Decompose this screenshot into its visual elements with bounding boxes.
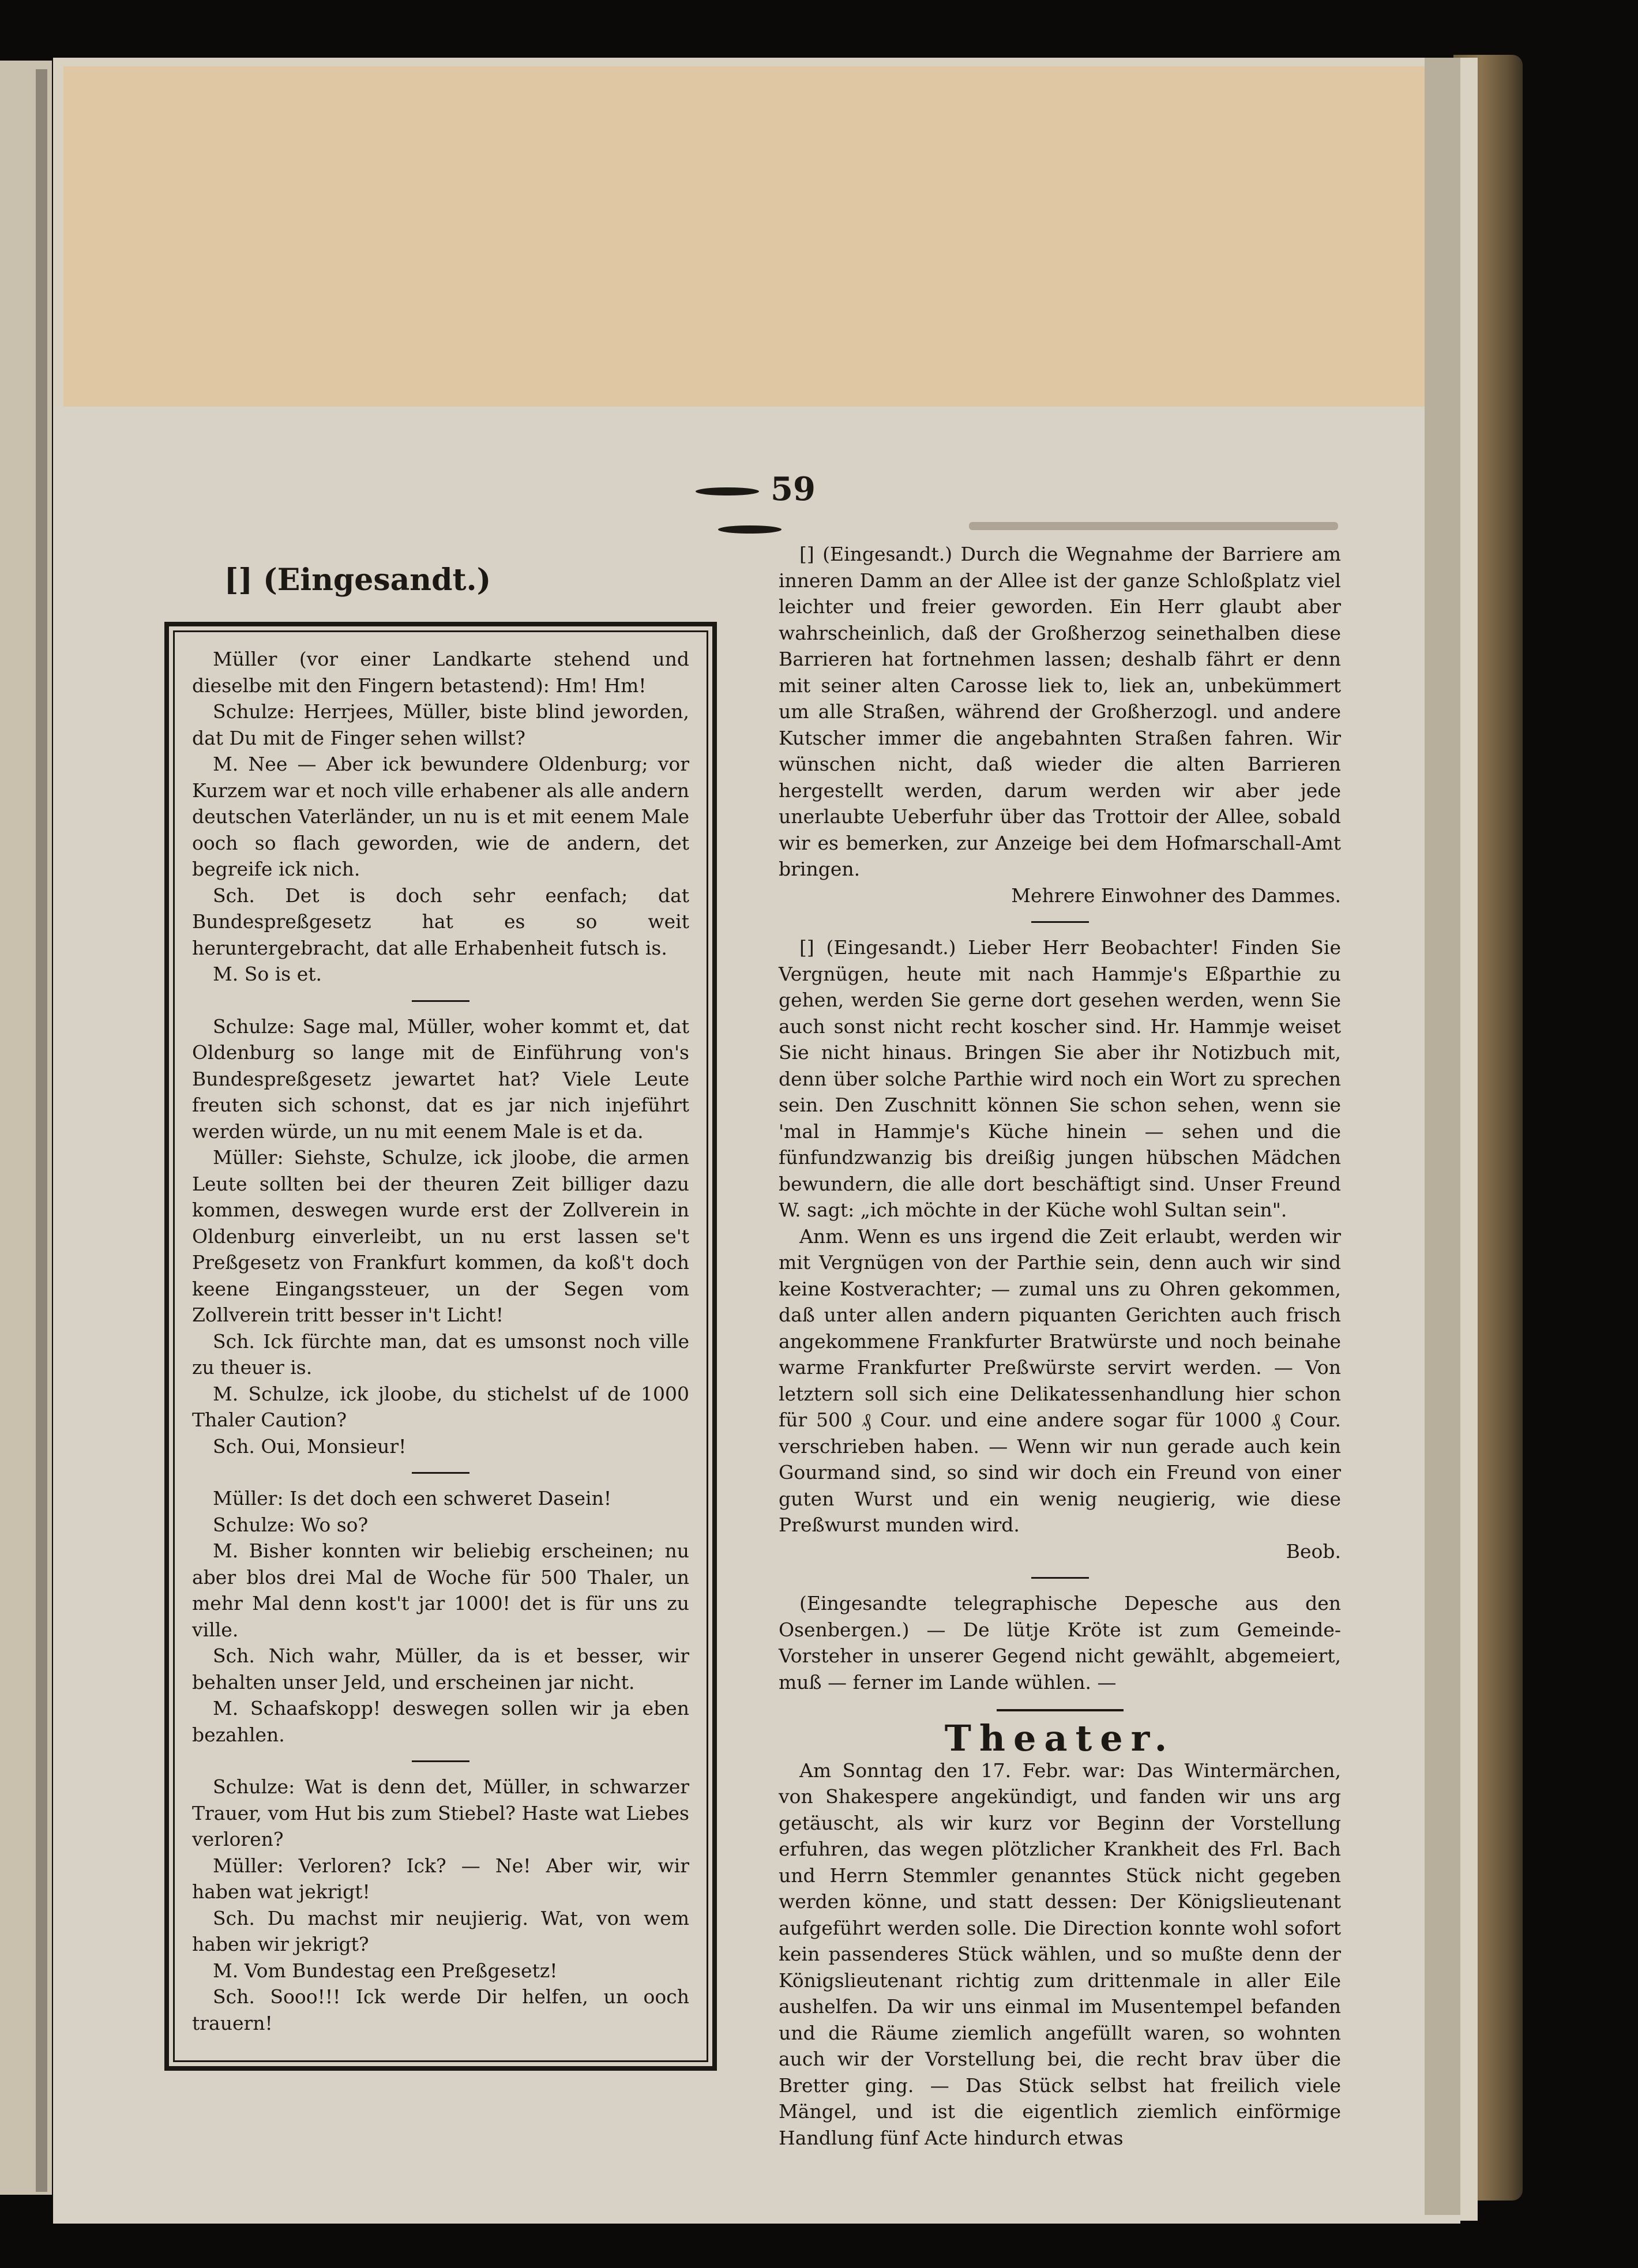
dialogue-paragraph: M. Nee — Aber ick bewundere Oldenburg; vor Kurzem war et noch ville erhabener als alle andern deutschen Vaterländer, un nu is et mit eenem Male ooch so flach geworden, wie de andern, det begreife ick nich. bbox=[192, 753, 689, 880]
dialogue-paragraph: Sch. Det is doch sehr eenfach; dat Bundespreßgesetz hat es so weit heruntergebracht, dat alle Erhabenheit futsch is. bbox=[192, 884, 689, 959]
notice-paragraph: [] (Eingesandt.) Durch die Wegnahme der Barriere am inneren Damm an der Allee ist der ganze Schloßplatz viel leichter und freier geworden. Ein Herr glaubt aber wahrscheinlich, daß der Großherzog seinethalben diese Barrieren hat fortnehmen lassen; deshalb fährt er denn mit seiner alten Carosse liek to, liek an, unbekümmert um alle Straßen, während der Großherzogl. und andere Kutscher immer die angebahnten Straßen fahren. Wir wünschen nicht, daß wieder die alten Barrieren hergestellt werden, darum werden wir aber jede unerlaubte Ueberfuhr über das Trottoir der Allee, sobald wir es bemerken, zur Anzeige bei dem Hofmarschall-Amt bringen. bbox=[779, 543, 1341, 880]
dialogue-paragraph: M. Schulze, ick jloobe, du stichelst uf de 1000 Thaler Caution? bbox=[192, 1382, 689, 1431]
left-page-shadow bbox=[36, 69, 47, 2192]
theater-heading: Theater. bbox=[944, 1717, 1175, 1759]
dialogue-paragraph: Schulze: Sage mal, Müller, woher kommt et, dat Oldenburg so lange mit de Einführung von's Bundespreßgesetz jewartet hat? Viele Leute freuten sich schonst, dat es jar nich injeführt werden würde, un nu mit eenem Male is et da. bbox=[192, 1015, 689, 1143]
right-column bbox=[779, 541, 1341, 2151]
dialogue-paragraph: M. Bisher konnten wir beliebig erscheinen; nu aber blos drei Mal de Woche für 500 Thaler, un mehr Mal denn kost't jar 1000! det is für uns zu ville. bbox=[192, 1539, 689, 1641]
section-divider bbox=[997, 1709, 1124, 1711]
dialogue-paragraph: Sch. Du machst mir neujierig. Wat, von wem haben wir jekrigt? bbox=[192, 1906, 689, 1955]
dialogue-paragraph: M. So is et. bbox=[213, 963, 322, 985]
dialogue-paragraph: Schulze: Herrjees, Müller, biste blind jeworden, dat Du mit de Finger sehen willst? bbox=[192, 700, 689, 749]
dialogue-paragraph: M. Vom Bundestag een Preßgesetz! bbox=[213, 1959, 558, 1982]
dialogue-paragraph: Sch. Nich wahr, Müller, da is et besser, wir behalten unser Jeld, und erscheinen jar nicht. bbox=[192, 1644, 689, 1694]
notice-paragraph: Anm. Wenn es uns irgend die Zeit erlaubt, werden wir mit Vergnügen von der Parthie sein, denn auch wir sind keine Kostverachter; — zumal uns zu Ohren gekommen, daß unter allen andern piquanten Gerichten auch frisch angekommene Frankfurter Bratwürste und noch beinahe warme Frankfurter Preßwürste servirt werden. — Von letztern soll sich eine Delikatessenhandlung hier schon für 500 ₰ Cour. und eine andere sogar für 1000 ₰ Cour. verschrieben haben. — Wenn wir nun gerade auch kein Gourmand sind, so sind wir doch ein Freund von einer guten Wurst und ein wenig neugierig, wie diese Preßwurst munden wird. bbox=[779, 1225, 1341, 1536]
notice-paragraph: [] (Eingesandt.) Lieber Herr Beobachter! Finden Sie Vergnügen, heute mit nach Hammje's Eßparthie zu gehen, werden Sie gerne dort gesehen werden, wenn Sie auch sonst nicht recht koscher sind. Hr. Hammje weiset Sie nicht hinaus. Bringen Sie aber ihr Notizbuch mit, denn über solche Parthie wird noch ein Wort zu sprechen sein. Den Zuschnitt können Sie schon sehen, wenn sie 'mal in Hammje's Küche hinein — sehen und die fünfundzwanzig bis dreißig jungen hübschen Mädchen bewundern, die alle dort beschäftigt sind. Unser Freund W. sagt: „ich möchte in der Küche wohl Sultan sein". bbox=[779, 936, 1341, 1221]
section-divider bbox=[1031, 921, 1089, 923]
dialogue-paragraph: Sch. Sooo!!! Ick werde Dir helfen, un ooch trauern! bbox=[192, 1985, 689, 2034]
theater-review-paragraph: Am Sonntag den 17. Febr. war: Das Wintermärchen, von Shakespere angekündigt, und fanden wir uns arg getäuscht, als wir kurz vor Beginn der Vorstellung erfuhren, das wegen plötzlicher Krankheit des Frl. Bach und Herrn Stemmler genanntes Stück nicht gegeben werden könne, und statt dessen: Der Königslieutenant aufgeführt werden solle. Die Direction konnte wohl sofort kein passenderes Stück wählen, und so mußte denn der Königslieutenant richtig zum drittenmale in aller Eile aushelfen. Da wir uns einmal im Musentempel befanden und die Räume ziemlich angefüllt waren, so wohnten auch wir der Vorstellung bei, die recht brav über die Bretter ging. — Das Stück selbst hat freilich viele Mängel, und ist die eigentlich ziemlich einförmige Handlung fünf Acte hindurch etwas bbox=[779, 1759, 1341, 2149]
page-number bbox=[652, 470, 848, 516]
dialogue-paragraph: Müller: Verloren? Ick? — Ne! Aber wir, wir haben wat jekrigt! bbox=[192, 1854, 689, 1903]
notice-signature: Beob. bbox=[1286, 1539, 1341, 1563]
section-divider bbox=[412, 1760, 469, 1762]
paper-strip bbox=[63, 66, 1459, 407]
notice-paragraph: (Eingesandte telegraphische Depesche aus den Osenbergen.) — De lütje Kröte ist zum Gemeinde-Vorsteher in unserer Gegend nicht gewählt, abgemeiert, muß — ferner im Lande wühlen. — bbox=[779, 1592, 1341, 1694]
page-gutter bbox=[1425, 58, 1460, 2215]
dialogue-paragraph: Sch. Oui, Monsieur! bbox=[213, 1435, 407, 1458]
page-number-text: 59 bbox=[771, 470, 816, 508]
section-divider bbox=[412, 1472, 469, 1474]
dialogue-paragraph: Müller: Siehste, Schulze, ick jloobe, die armen Leute sollten bei der theuren Zeit billiger dazu kommen, deswegen wurde erst der Zollverein in Oldenburg einverleibt, un nu erst lassen se't Preßgesetz von Frankfurt kommen, da koß't doch keene Eingangssteuer, un der Segen vom Zollverein tritt besser in't Licht! bbox=[192, 1146, 689, 1326]
dialogue-paragraph: M. Schaafskopp! deswegen sollen wir ja eben bezahlen. bbox=[192, 1697, 689, 1746]
notice-signature: Mehrere Einwohner des Dammes. bbox=[1011, 884, 1341, 907]
ornament-right-icon bbox=[718, 525, 782, 534]
dialogue-paragraph: Schulze: Wo so? bbox=[213, 1513, 369, 1536]
dialogue-paragraph: Schulze: Wat is denn det, Müller, in schwarzer Trauer, vom Hut bis zum Stiebel? Haste wat Liebes verloren? bbox=[192, 1775, 689, 1850]
section-divider bbox=[1031, 1577, 1089, 1579]
left-column bbox=[192, 646, 689, 2036]
smudge-mark bbox=[969, 522, 1338, 530]
dialogue-paragraph: Müller: Is det doch een schweret Dasein! bbox=[213, 1487, 612, 1510]
dialogue-paragraph: Sch. Ick fürchte man, dat es umsonst noch ville zu theuer is. bbox=[192, 1330, 689, 1379]
ornament-left-icon bbox=[696, 487, 759, 495]
left-heading: [] (Eingesandt.) bbox=[224, 562, 491, 598]
section-divider bbox=[412, 1000, 469, 1002]
dialogue-paragraph: Müller (vor einer Landkarte stehend und dieselbe mit den Fingern betastend): Hm! Hm! bbox=[192, 648, 689, 697]
